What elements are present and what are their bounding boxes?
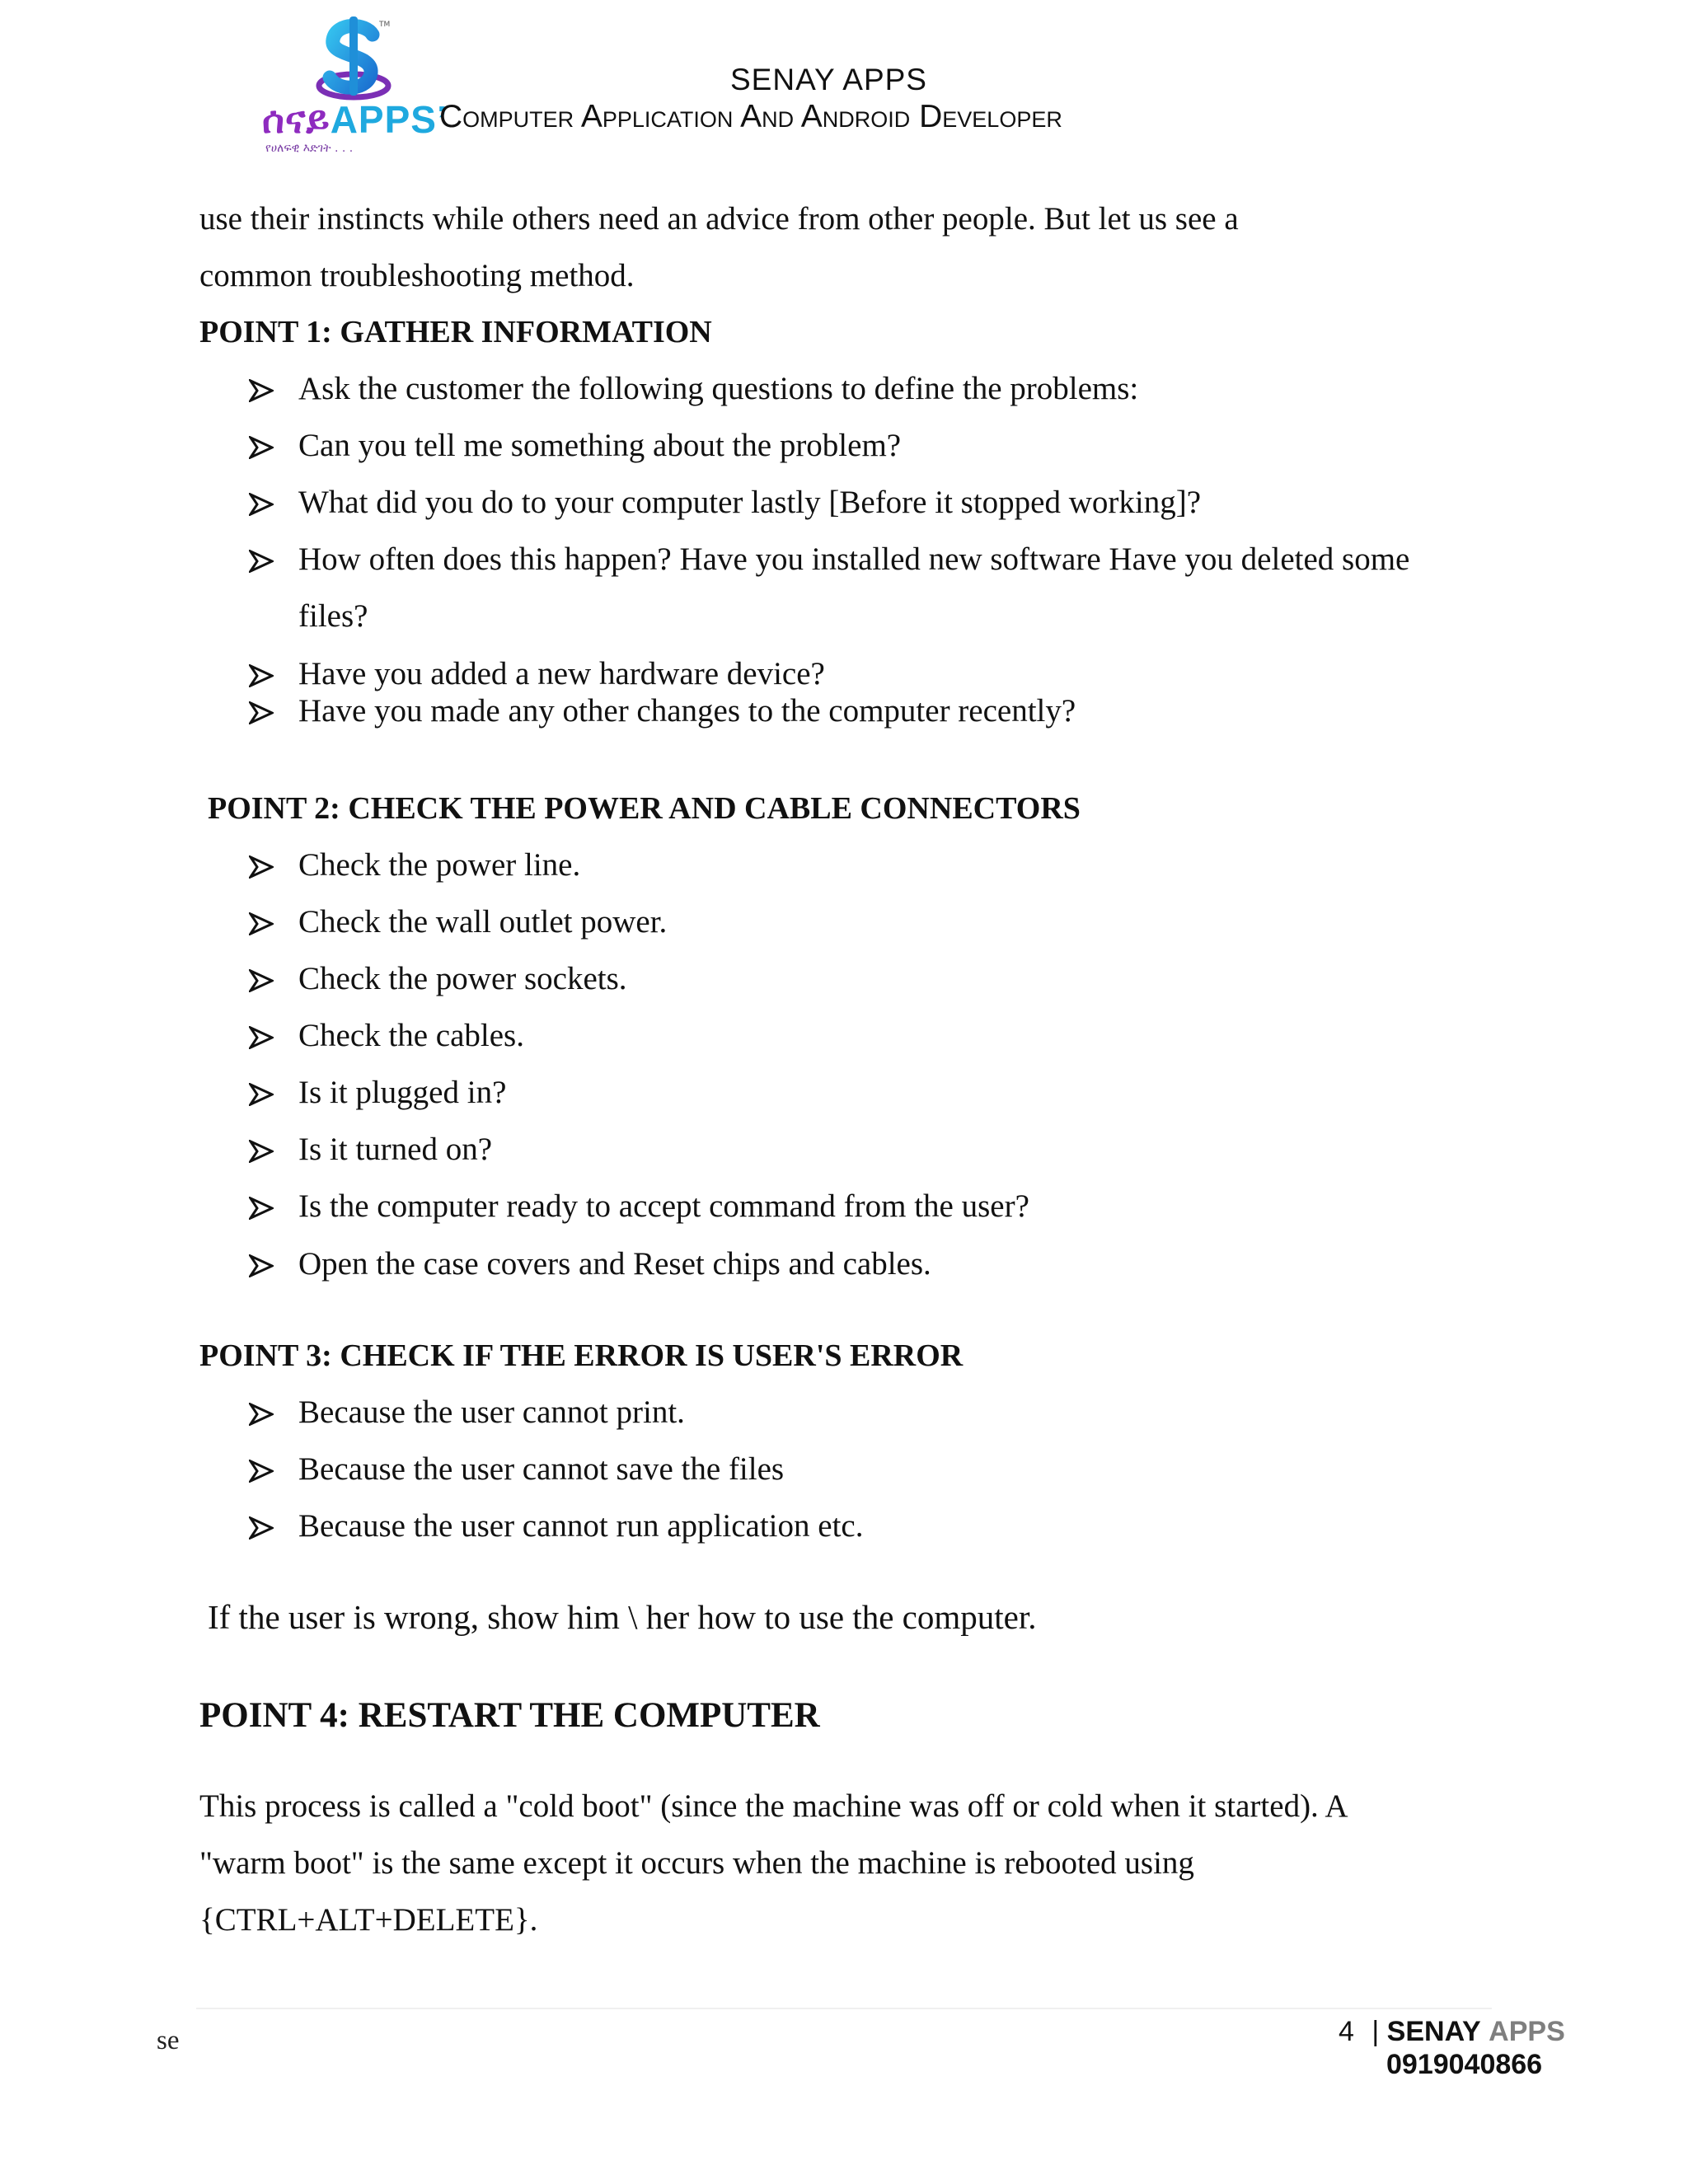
- logo-wordmark: [262, 97, 448, 143]
- list-item-continuation: files?: [298, 598, 368, 634]
- list-item-text: What did you do to your computer lastly [Before it stopped working]?: [298, 485, 1202, 520]
- page-header: [0, 0, 1688, 165]
- footer-divider: [196, 2008, 1492, 2009]
- arrowhead-bullet-icon: [249, 1026, 274, 1049]
- point4-line-3: {CTRL+ALT+DELETE}.: [199, 1902, 538, 1938]
- list-item-text: Is the computer ready to accept command from the user?: [298, 1188, 1029, 1224]
- intro-line-1: use their instincts while others need an advice from other people. But let us see a: [199, 201, 1239, 237]
- arrowhead-bullet-icon: [249, 1140, 274, 1163]
- point1-heading: POINT 1: GATHER INFORMATION: [199, 315, 712, 349]
- list-item-text: Check the cables.: [298, 1018, 524, 1053]
- arrowhead-bullet-icon: [249, 550, 274, 573]
- list-item-text: Because the user cannot print.: [298, 1394, 685, 1430]
- point3-heading: POINT 3: CHECK IF THE ERROR IS USER'S ERROR: [199, 1338, 964, 1373]
- list-item-text: How often does this happen? Have you installed new software Have you deleted some: [298, 541, 1410, 577]
- footer-left-text: se: [157, 2026, 180, 2055]
- svg-text:TM: TM: [379, 21, 391, 29]
- page-number: 4: [1339, 2016, 1354, 2047]
- senay-apps-logo: [257, 15, 448, 155]
- arrowhead-bullet-icon: [249, 1516, 274, 1540]
- list-item-text: Is it turned on?: [298, 1132, 493, 1167]
- arrowhead-bullet-icon: [249, 1254, 274, 1277]
- brand-title: SENAY APPS: [730, 63, 927, 96]
- footer-brand-apps: APPS: [1489, 2016, 1565, 2047]
- arrowhead-bullet-icon: [249, 664, 274, 687]
- logo-tagline: የሀለፍዊ እድገት . . .: [265, 142, 354, 155]
- arrowhead-bullet-icon: [249, 1460, 274, 1483]
- senay-dollar-s-logo-icon: [308, 15, 399, 105]
- arrowhead-bullet-icon: [249, 436, 274, 459]
- list-item-text: Have you made any other changes to the computer recently?: [298, 693, 1076, 729]
- list-item-text: Check the power line.: [298, 847, 581, 883]
- arrowhead-bullet-icon: [249, 701, 274, 724]
- point4-line-1: This process is called a "cold boot" (since the machine was off or cold when it started). A: [199, 1788, 1348, 1824]
- logo-wordmark-amharic: ሰናይ: [262, 98, 331, 141]
- arrowhead-bullet-icon: [249, 1083, 274, 1106]
- list-item-text: Because the user cannot save the files: [298, 1451, 785, 1487]
- list-item-text: Can you tell me something about the problem?: [298, 428, 902, 463]
- list-item-text: Open the case covers and Reset chips and cables.: [298, 1246, 931, 1282]
- point2-heading: POINT 2: CHECK THE POWER AND CABLE CONNECTORS: [208, 791, 1081, 826]
- arrowhead-bullet-icon: [249, 1403, 274, 1426]
- point4-line-2: "warm boot" is the same except it occurs when the machine is rebooted using: [199, 1845, 1194, 1881]
- point4-heading: POINT 4: RESTART THE COMPUTER: [199, 1696, 820, 1735]
- list-item-text: Check the power sockets.: [298, 961, 627, 996]
- arrowhead-bullet-icon: [249, 1197, 274, 1220]
- list-item-text: Because the user cannot run application etc.: [298, 1508, 864, 1544]
- list-item-text: Ask the customer the following questions to define the problems:: [298, 371, 1139, 406]
- footer-brand: SENAY: [1386, 2016, 1481, 2047]
- list-item-text: Is it plugged in?: [298, 1075, 507, 1110]
- list-item-text: Check the wall outlet power.: [298, 904, 668, 940]
- arrowhead-bullet-icon: [249, 379, 274, 402]
- brand-subtitle: Computer Application And Android Developer: [439, 99, 1062, 134]
- point3-note: If the user is wrong, show him \ her how to use the computer.: [208, 1598, 1037, 1636]
- arrowhead-bullet-icon: [249, 912, 274, 935]
- footer-phone-number: 0919040866: [1386, 2049, 1543, 2080]
- intro-line-2: common troubleshooting method.: [199, 258, 635, 293]
- footer-separator: |: [1372, 2016, 1380, 2047]
- arrowhead-bullet-icon: [249, 493, 274, 516]
- arrowhead-bullet-icon: [249, 969, 274, 992]
- footer-page-info: [1339, 2016, 1565, 2048]
- arrowhead-bullet-icon: [249, 855, 274, 879]
- list-item-text: Have you added a new hardware device?: [298, 656, 825, 691]
- logo-wordmark-latin: APPS’: [330, 98, 448, 141]
